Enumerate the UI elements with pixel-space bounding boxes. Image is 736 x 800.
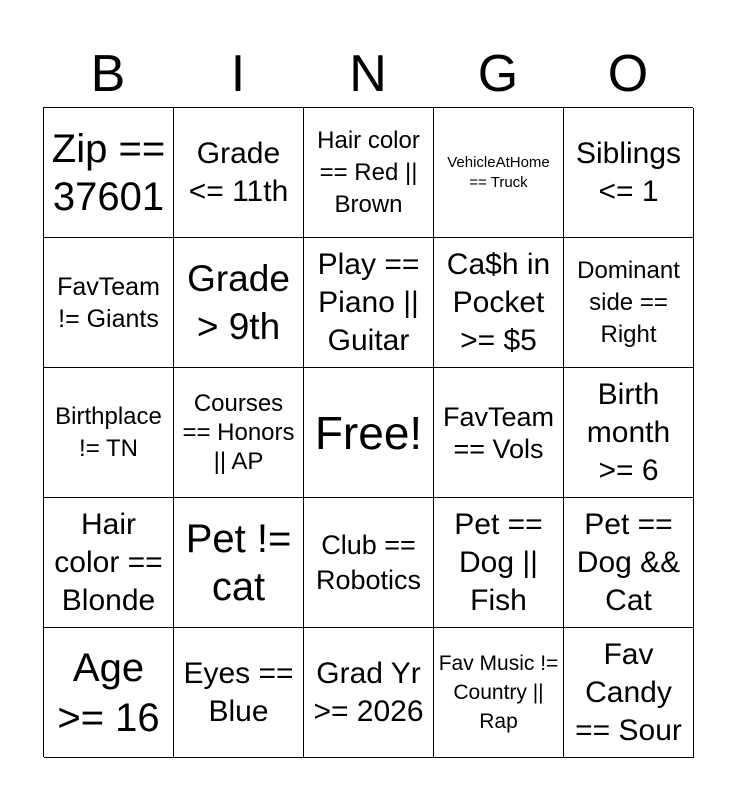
cell-text: Hair color == Blonde (54, 507, 163, 617)
cell-text: VehicleAtHome == Truck (447, 153, 550, 191)
cell-text: Zip == 37601 (51, 126, 166, 219)
cell-text: Dominant side == Right (577, 256, 680, 348)
cell-text: Birth month >= 6 (586, 377, 671, 487)
cell-text: Grade > 9th (187, 257, 290, 347)
bingo-cell[interactable] (304, 238, 434, 368)
bingo-cell[interactable] (174, 238, 304, 368)
cell-text: Ca$h in Pocket >= $5 (446, 247, 551, 357)
bingo-cell[interactable] (434, 628, 564, 758)
bingo-cell[interactable] (44, 628, 174, 758)
header-letter-b: B (90, 45, 126, 103)
cell-text: Hair color == Red || Brown (317, 126, 420, 218)
bingo-cell[interactable] (44, 368, 174, 498)
cell-text: FavTeam == Vols (442, 401, 555, 464)
bingo-header (43, 40, 693, 108)
cell-text: Pet != cat (185, 516, 292, 609)
bingo-cell[interactable] (44, 238, 174, 368)
bingo-cell[interactable] (44, 498, 174, 628)
bingo-cell[interactable] (564, 238, 694, 368)
cell-text: Grad Yr >= 2026 (313, 656, 424, 728)
cell-text: Pet == Dog || Fish (454, 507, 543, 617)
cell-text: Courses == Honors || AP (182, 390, 295, 475)
cell-text: Pet == Dog && Cat (576, 507, 681, 617)
bingo-cell[interactable] (434, 238, 564, 368)
bingo-cell[interactable] (564, 498, 694, 628)
cell-text: Club == Robotics (315, 529, 422, 595)
bingo-cell[interactable] (434, 368, 564, 498)
bingo-cell[interactable] (174, 498, 304, 628)
bingo-cell free-space[interactable] (304, 368, 434, 498)
bingo-card-grid (43, 107, 693, 757)
cell-text: Eyes == Blue (183, 656, 294, 728)
cell-text: Fav Music != Country || Rap (438, 652, 559, 733)
bingo-cell[interactable] (564, 628, 694, 758)
bingo-cell[interactable] (434, 498, 564, 628)
bingo-cell[interactable] (174, 628, 304, 758)
free-space-text: Free! (314, 406, 423, 459)
cell-text: FavTeam != Giants (57, 272, 160, 333)
bingo-cell[interactable] (564, 368, 694, 498)
bingo-cell[interactable] (174, 108, 304, 238)
bingo-cell[interactable] (304, 628, 434, 758)
cell-text: Birthplace != TN (55, 402, 162, 462)
header-letter-n: N (349, 45, 387, 103)
cell-text: Siblings <= 1 (575, 136, 682, 208)
bingo-cell[interactable] (564, 108, 694, 238)
bingo-cell[interactable] (174, 368, 304, 498)
bingo-cell[interactable] (434, 108, 564, 238)
bingo-cell[interactable] (304, 108, 434, 238)
header-letter-i: I (230, 45, 246, 103)
cell-text: Fav Candy == Sour (575, 637, 682, 747)
header-letter-o: O (607, 45, 649, 103)
bingo-cell[interactable] (44, 108, 174, 238)
cell-text: Grade <= 11th (188, 136, 289, 208)
bingo-cell[interactable] (304, 498, 434, 628)
cell-text: Play == Piano || Guitar (317, 247, 420, 357)
cell-text: Age >= 16 (57, 645, 160, 740)
header-letter-g: G (477, 45, 519, 103)
